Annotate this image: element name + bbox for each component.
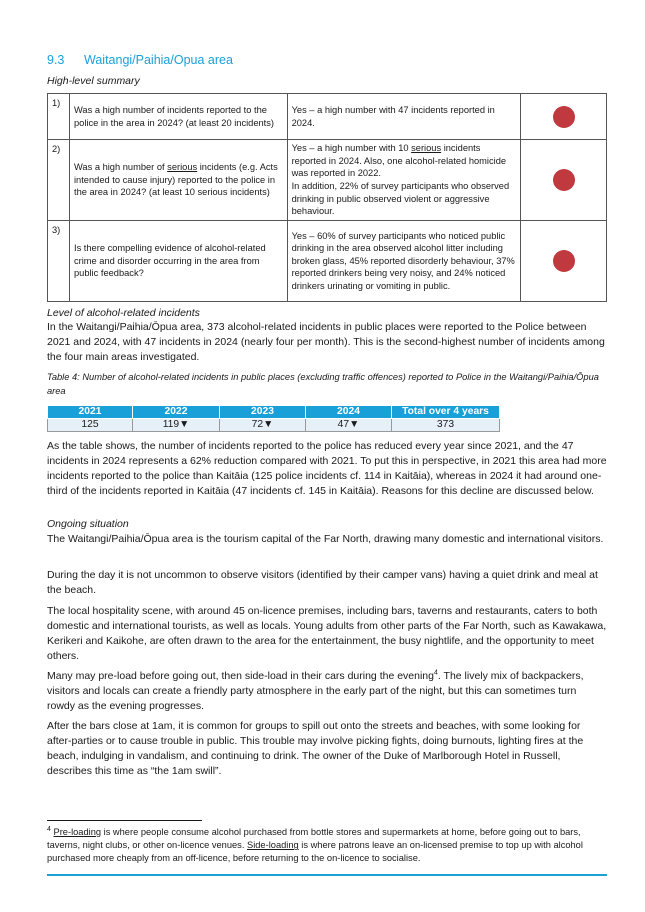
row-status [521,221,607,302]
row-number: 3) [48,221,70,302]
row-answer: Yes – a high number with 47 incidents reported in 2024. [287,94,521,140]
column-header: 2022 [133,406,220,419]
table-cell: 47▼ [306,419,392,432]
footnote-number: 4 [47,825,51,833]
column-header: Total over 4 years [392,406,500,419]
row-status [521,94,607,140]
row-answer: Yes – a high number with 10 serious incidents reported in 2024. Also, one alcohol-related homicide was reported in 2022. In addition, 22% of survey participants who observed drinking in public observed violent or aggressive behaviour. [287,140,521,221]
row-answer: Yes – 60% of survey participants who noticed public drinking in the area observed alcohol litter including broken glass, 45% reported disorderly behaviour, 37% reported drinkers being very noisy, and 24% noticed drinkers urinating or vomiting in public. [287,221,521,302]
table-caption: Table 4: Number of alcohol-related incidents in public places (excluding traffic offences) reported to Police in the Waitangi/Paihia/Ōpua area [47,372,599,396]
footnote-divider [47,820,202,821]
section-number: 9.3 [47,53,65,67]
footnote: $^4$ Pre-loading is where people consume alcohol purchased from bottle stores and supermarkets at home, before going out to bars, taverns, night clubs, or other on-licence venues. Side-loading is where patrons leave an on-licensed premise to top up with alcohol purchased more cheaply from an off-licence, before returning to the on-licence to socialise. [47,825,583,864]
row-question: Was a high number of incidents reported to the police in the area in 2024? (at least 20 incidents) [69,94,287,140]
table-header-row [48,406,500,419]
ongoing-paragraph-4: Many may pre-load before going out, then side-load in their cars during the evening$^4$. The lively mix of backpackers, visitors and locals can create a friendly party atmosphere in the early part of the night, but this can sometimes turn rowdy as the evening progresses. [47,669,584,712]
column-header: 2023 [220,406,306,419]
table-cell: 72▼ [220,419,306,432]
summary-table [47,93,607,302]
row-question: Is there compelling evidence of alcohol-related crime and disorder occurring in the area from public feedback? [69,221,287,302]
ongoing-heading: Ongoing situation [47,518,129,530]
row-question: Was a high number of serious incidents (e.g. Acts intended to cause injury) reported to the police in the area in 2024? (at least 10 serious incidents) [69,140,287,221]
table-row [48,94,607,140]
level-paragraph: In the Waitangi/Paihia/Ōpua area, 373 alcohol-related incidents in public places were reported to the Police between 2021 and 2024, with 47 incidents in 2024 (nearly four per month). This is the second-highest number of incidents among the four main areas investigated. [47,321,605,363]
table-discussion-paragraph: As the table shows, the number of incidents reported to the police has reduced every year since 2021, and the 47 incidents in 2024 represents a 62% reduction compared with 2021. To put this in perspective, in 2021 this area had more incidents reported to the police than Kaitāia (125 police incidents cf. 114 in Kaitāia), whereas in 2024 it had around one-third of the incidents reported in Kaitāia (47 incidents cf. 145 in Kaitāia). Reasons for this decline are discussed below. [47,440,607,497]
ongoing-paragraph-1: The Waitangi/Paihia/Ōpua area is the tourism capital of the Far North, drawing many domestic and international visitors. [47,533,604,545]
section-heading [47,53,233,67]
red-status-dot-icon [553,169,575,191]
row-number: 2) [48,140,70,221]
ongoing-paragraph-2: During the day it is not uncommon to observe visitors (identified by their camper vans) having a quiet drink and meal at the beach. [47,569,598,596]
table-row [48,221,607,302]
table-cell: 119▼ [133,419,220,432]
row-number: 1) [48,94,70,140]
red-status-dot-icon [553,250,575,272]
page-bottom-rule [47,874,607,876]
incidents-table [47,405,500,432]
ongoing-paragraph-3: The local hospitality scene, with around 45 on-licence premises, including bars, taverns and restaurants, caters to both domestic and international tourists, as well as locals. Young adults from other parts of the Far North, such as Kawakawa, Kerikeri and Kaikohe, are often drawn to the area for the entertainment, the busy nightlife, and the opportunity to meet others. [47,605,607,662]
row-status [521,140,607,221]
red-status-dot-icon [553,106,575,128]
ongoing-paragraph-5: After the bars close at 1am, it is common for groups to spill out onto the streets and beaches, with some looking for after-parties or to cause trouble in public. This trouble may involve picking fights, doing burnouts, lighting fires at the beach, indulging in vandalism, and continuing to drink. The owner of the Duke of Marlborough Hotel in Russell, describes this time as “the 1am swill”. [47,720,584,777]
level-heading: Level of alcohol-related incidents [47,307,200,319]
table-row [48,140,607,221]
section-title: Waitangi/Paihia/Opua area [84,53,233,67]
table-cell: 373 [392,419,500,432]
column-header: 2021 [48,406,133,419]
footnote-reference[interactable]: 4 [433,669,438,677]
table-row [48,419,500,432]
summary-heading: High-level summary [47,75,140,87]
column-header: 2024 [306,406,392,419]
table-cell: 125 [48,419,133,432]
